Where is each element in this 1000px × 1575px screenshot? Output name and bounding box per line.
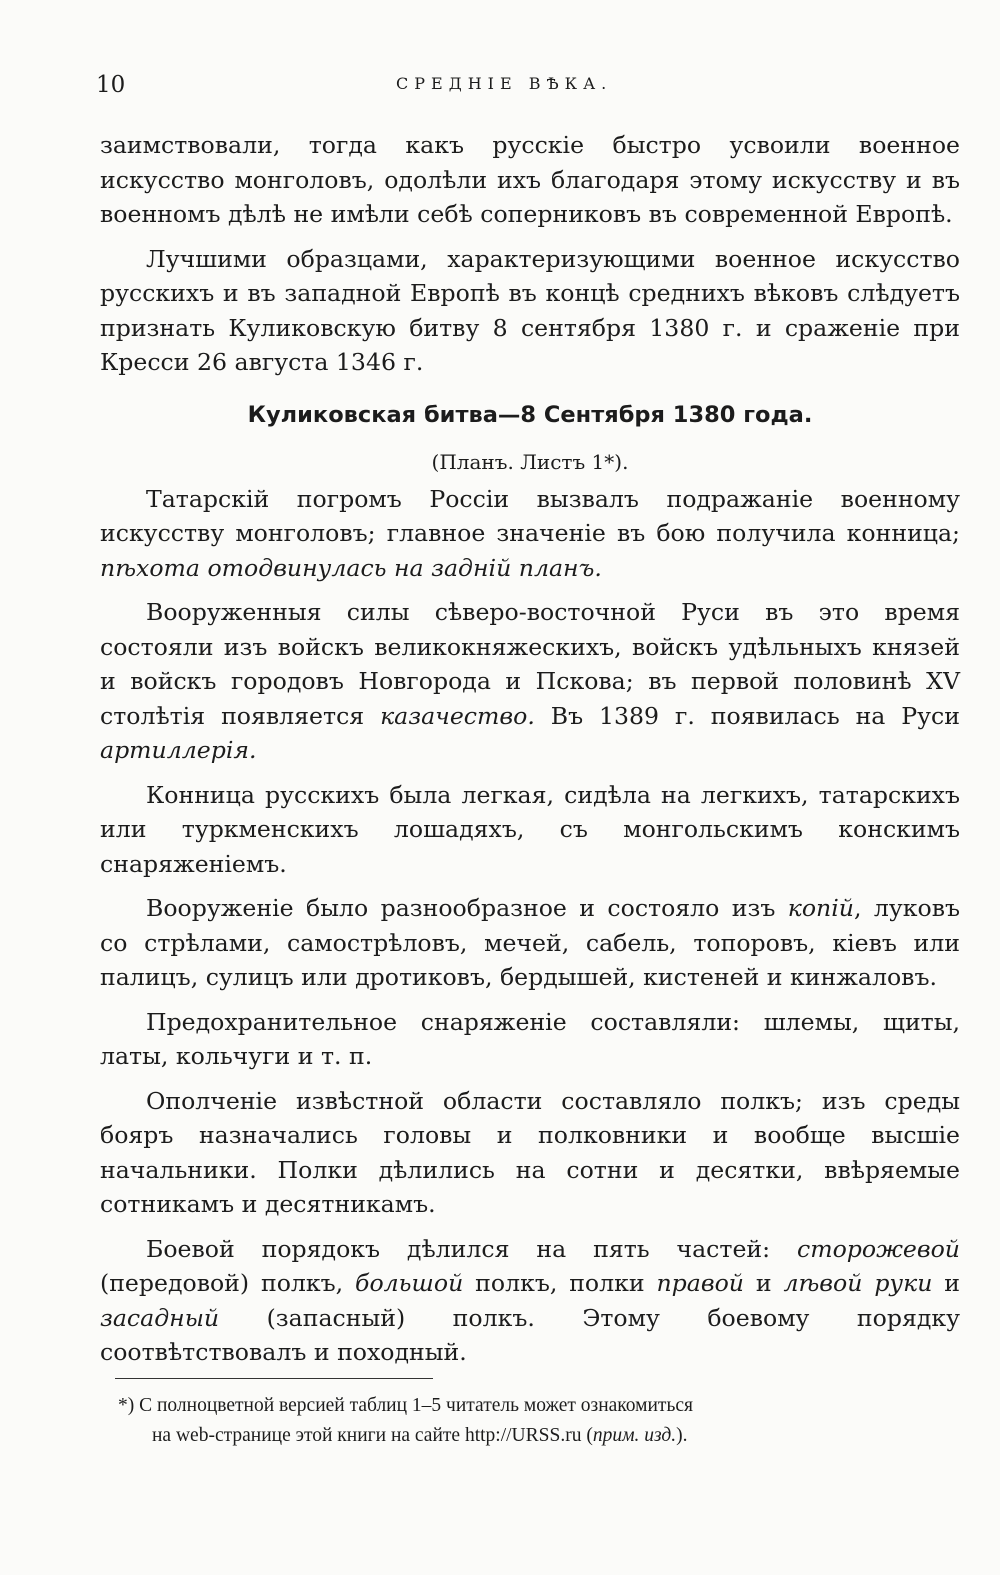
paragraph-7: Предохранительное снаряженіе составляли: шлемы, щиты, латы, кольчуги и т. п. [100,1007,960,1070]
paragraph-6-italic: копій [787,894,854,922]
paragraph-4-text-1: Вооруженныя силы сѣверо-восточной Руси въ это время состояли изъ войскъ великокняжескихъ, войскъ удѣльныхъ князей и войскъ городовъ Новгорода и Пскова; въ первой половинѣ XV столѣтія появляется [100,598,960,730]
running-head: СРЕДНІЕ ВѢКА. [396,74,613,93]
paragraph-3-text: Татарскій погромъ Россіи вызвалъ подражаніе военному искусству монголовъ; главное значеніе въ бою получила конница; [100,484,960,547]
page-header [96,72,955,104]
plan-note: (Планъ. Листъ 1*). [431,449,629,474]
paragraph-9-text-6: (запасный) полкъ. Этому боевому порядку соотвѣтствовалъ и походный. [100,1303,960,1366]
paragraph-4-italic-1: казачество. [380,701,535,730]
paragraph-9-text-2: (передовой) полкъ, [100,1269,356,1297]
paragraph-4-text-2: Въ 1389 г. появилась на Руси [534,701,960,730]
page-body [100,128,960,1380]
paragraph-2: Лучшими образцами, характеризующими военное искусство русскихъ и въ западной Европѣ въ концѣ среднихъ вѣковъ слѣдуетъ признать Куликовскую битву 8 сентября 1380 г. и сраженіе при Кресси 26 августа 1346 г. [100,244,960,376]
section-heading: Куликовская битва—8 Сентября 1380 года. [247,401,813,428]
footnote-line-2-end: ). [676,1425,688,1446]
paragraph-9-italic-5: засадный [100,1303,220,1332]
paragraph-9-italic-1: сторожевой [796,1234,960,1263]
paragraph-8: Ополченіе извѣстной области составляло полкъ; изъ среды бояръ назначались головы и полковники и вообще высшіе начальники. Полки дѣлились на сотни и десятки, ввѣряемые сотникамъ и десятникамъ. [100,1086,960,1218]
page-number: 10 [96,72,126,98]
paragraph-9-text-1: Боевой порядокъ дѣлился на пять частей: [146,1234,797,1263]
paragraph-9-text-5: и [932,1269,960,1297]
paragraph-6-text-1: Вооруженіе было разнообразное и состояло изъ [146,894,788,922]
paragraph-9-text-4: и [743,1269,784,1297]
paragraph-6 [100,891,960,995]
paragraph-1: заимствовали, тогда какъ русскіе быстро усвоили военное искусство монголовъ, одолѣли ихъ благодаря этому искусству и въ военномъ дѣлѣ не имѣли себѣ соперниковъ въ современной Европѣ. [100,131,960,228]
footnote-line-2-text: на web-странице этой книги на сайте http://URSS.ru ( [152,1425,593,1446]
paragraph-3 [100,482,960,586]
paragraph-3-italic: пѣхота отодвинулась на задній планъ. [100,553,602,582]
paragraph-9-italic-4: лѣвой руки [783,1269,933,1297]
paragraph-9 [100,1232,960,1370]
paragraph-9-italic-3: правой [656,1269,744,1297]
footnote-line-1: *) С полноцветной версией таблиц 1–5 читатель может ознакомиться [118,1395,693,1416]
footnote-divider [115,1378,433,1379]
paragraph-9-text-3: полкъ, полки [463,1269,657,1297]
paragraph-4 [100,595,960,768]
paragraph-9-italic-2: большой [355,1269,464,1297]
footnote-editor-note: прим. изд. [592,1425,677,1446]
paragraph-4-italic-2: артиллерія. [100,736,257,764]
footnote-line-2 [118,1421,908,1451]
paragraph-6-text-2: , луковъ со стрѣлами, самострѣловъ, мечей, сабель, топоровъ, кіевъ или палицъ, сулицъ или дротиковъ, бердышей, кистеней и кинжаловъ. [100,894,960,991]
paragraph-5: Конница русскихъ была легкая, сидѣла на легкихъ, татарскихъ или туркменскихъ лошадяхъ, съ монгольскимъ конскимъ снаряженіемъ. [100,780,960,878]
footnote [118,1391,908,1451]
